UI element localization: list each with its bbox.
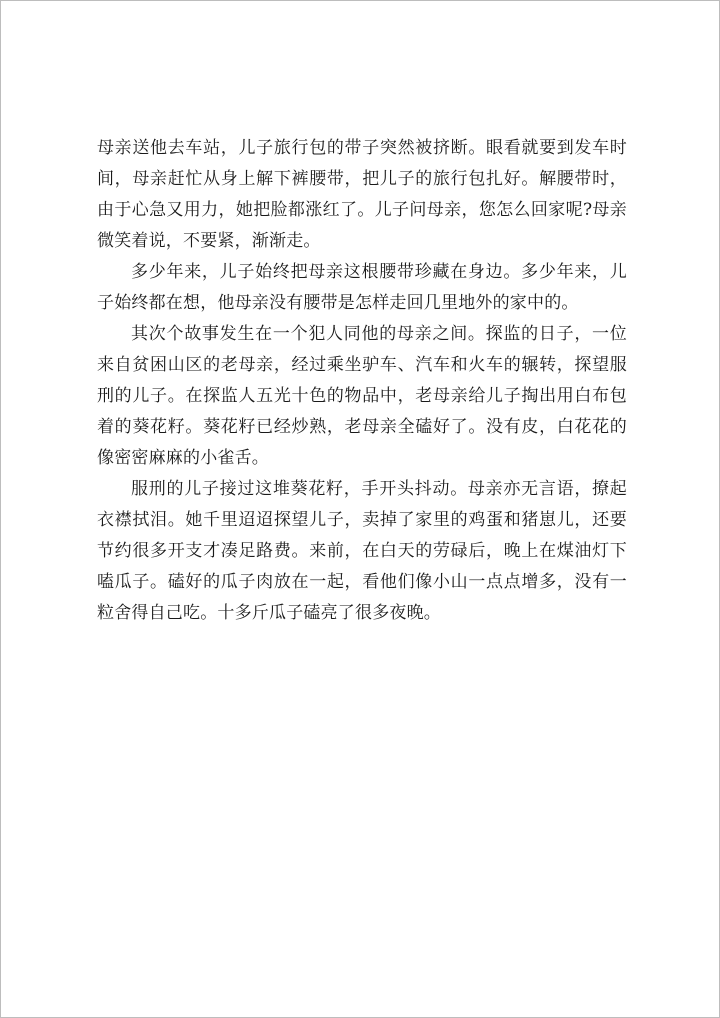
document-body [97,133,627,629]
paragraph-2: 多少年来，儿子始终把母亲这根腰带珍藏在身边。多少年来，儿子始终都在想，他母亲没有腰带是怎样走回几里地外的家中的。 [97,262,627,313]
paragraph-3: 其次个故事发生在一个犯人同他的母亲之间。探监的日子，一位来自贫困山区的老母亲，经过乘坐驴车、汽车和火车的辗转，探望服刑的儿子。在探监人五光十色的物品中，老母亲给儿子掏出用白布包着的葵花籽。葵花籽已经炒熟，老母亲全磕好了。没有皮，白花花的像密密麻麻的小雀舌。 [97,324,627,468]
paragraph-4: 服刑的儿子接过这堆葵花籽，手开头抖动。母亲亦无言语，撩起衣襟拭泪。她千里迢迢探望儿子，卖掉了家里的鸡蛋和猪崽儿，还要节约很多开支才凑足路费。来前，在白天的劳碌后，晚上在煤油灯下嗑瓜子。磕好的瓜子肉放在一起，看他们像小山一点点增多，没有一粒舍得自己吃。十多斤瓜子磕亮了很多夜晚。 [97,479,627,623]
paragraph-1: 母亲送他去车站，儿子旅行包的带子突然被挤断。眼看就要到发车时间，母亲赶忙从身上解下裤腰带，把儿子的旅行包扎好。解腰带时，由于心急又用力，她把脸都涨红了。儿子问母亲，您怎么回家呢?母亲微笑着说，不要紧，渐渐走。 [97,138,627,251]
